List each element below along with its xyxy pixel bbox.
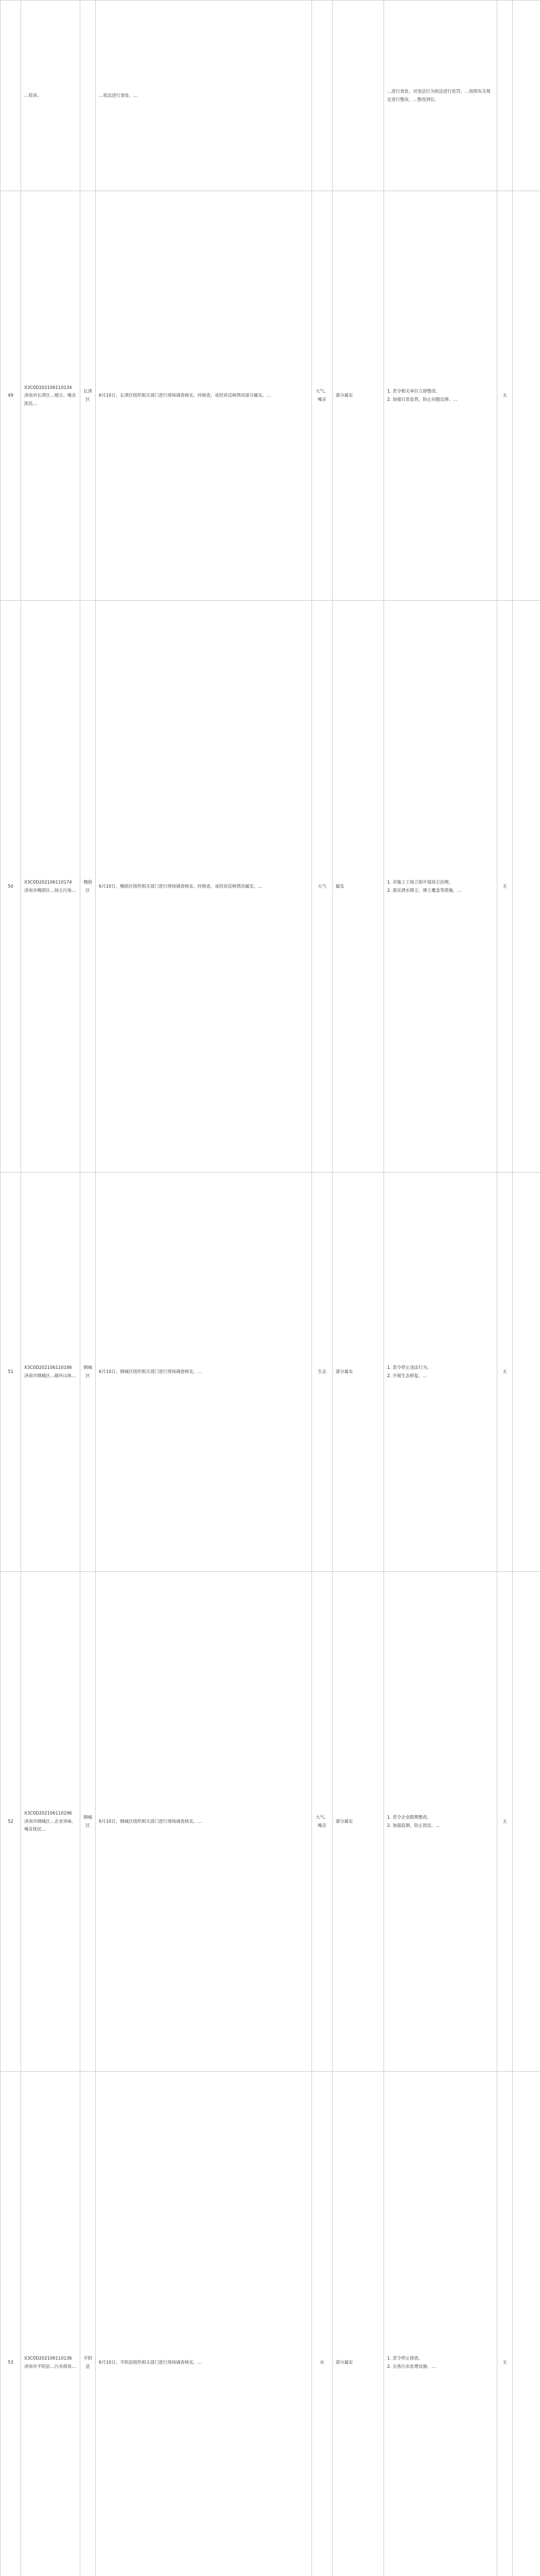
accountability-mark: 无 [497,191,513,601]
pollution-category: 大气、噪音 [312,191,333,601]
complaint-content: X3C0D202106110196 济南市钢城区…企业异味、噪音扰民… [21,1572,80,2072]
district-name [80,1,96,191]
row-number: 50 [1,601,21,1173]
complaint-content: …投诉。 [21,1,80,191]
rectification-measures: 1. 责令停止违法行为。 2. 开展生态修复。… [384,1173,497,1572]
accountability-mark: 无 [497,601,513,1173]
pollution-category: 水 [312,2072,333,2576]
investigation-result: 部分属实 [333,1572,384,2072]
investigation-summary: 6月10日，平阴县组织相关部门进行现场调查核实。… [96,2072,312,2576]
district-name: 钢城区 [80,1572,96,2072]
table-row [1,1572,540,2072]
table-row [1,191,540,601]
accountability-mark [497,1,513,191]
investigation-summary: 6月10日，长清区组织相关部门进行现场调查核实。经核查，该投诉反映情况部分属实。… [96,191,312,601]
district-name: 长清区 [80,191,96,601]
empty-cell [513,191,540,601]
pollution-category: 大气 [312,601,333,1173]
investigation-summary: 6月10日，钢城区组织相关部门进行现场调查核实。… [96,1572,312,2072]
investigation-summary: 6月10日，钢城区组织相关部门进行现场调查核实。… [96,1173,312,1572]
complaint-content: X3C0D202106110134 济南市长清区…烟尘、噪音扰民… [21,191,80,601]
pollution-category: 生态 [312,1173,333,1572]
empty-cell [513,1572,540,2072]
pollution-category [312,1,333,191]
row-number [1,1,21,191]
row-number: 51 [1,1173,21,1572]
row-number: 53 [1,2072,21,2576]
district-name: 平阴县 [80,2072,96,2576]
accountability-mark: 无 [497,1572,513,2072]
table-row [1,1,540,191]
district-name: 槐荫区 [80,601,96,1173]
investigation-summary: …依法进行查处。… [96,1,312,191]
complaint-content: X3C0D202106110186 济南市钢城区…破坏山体… [21,1173,80,1572]
row-number: 49 [1,191,21,601]
accountability-mark: 无 [497,2072,513,2576]
investigation-result: 部分属实 [333,191,384,601]
investigation-result: 属实 [333,601,384,1173]
empty-cell [513,1,540,191]
investigation-result [333,1,384,191]
rectification-measures: 1. 对施工工地立即开展扬尘治理。 2. 落实洒水降尘、裸土覆盖等措施。… [384,601,497,1173]
district-name: 钢城区 [80,1173,96,1572]
investigation-result: 部分属实 [333,1173,384,1572]
row-number: 52 [1,1572,21,2072]
pollution-category: 大气、噪音 [312,1572,333,2072]
investigation-result: 部分属实 [333,2072,384,2576]
empty-cell [513,1173,540,1572]
table-row [1,2072,540,2576]
investigation-summary: 6月10日，槐荫区组织相关部门进行现场调查核实。经核查，该投诉反映情况属实。… [96,601,312,1173]
complaint-content: X3C0D202106110136 济南市平阴县…污水排放… [21,2072,80,2576]
rectification-measures: 1. 责令相关单位立即整改。 2. 加强日常监管，防止问题反弹。… [384,191,497,601]
empty-cell [513,601,540,1173]
complaint-content: X3C0D202106110174 济南市槐荫区…扬尘污染… [21,601,80,1173]
rectification-measures: …进行查处，对违法行为依法进行处罚。…按照有关规定进行整改。…整改到位。 [384,1,497,191]
table-row [1,1173,540,1572]
table-row [1,601,540,1173]
rectification-measures: 1. 责令企业限期整改。 2. 加强监测，防止扰民。… [384,1572,497,2072]
accountability-mark: 无 [497,1173,513,1572]
empty-cell [513,2072,540,2576]
rectification-measures: 1. 责令停止排放。 2. 完善污水处理设施。… [384,2072,497,2576]
